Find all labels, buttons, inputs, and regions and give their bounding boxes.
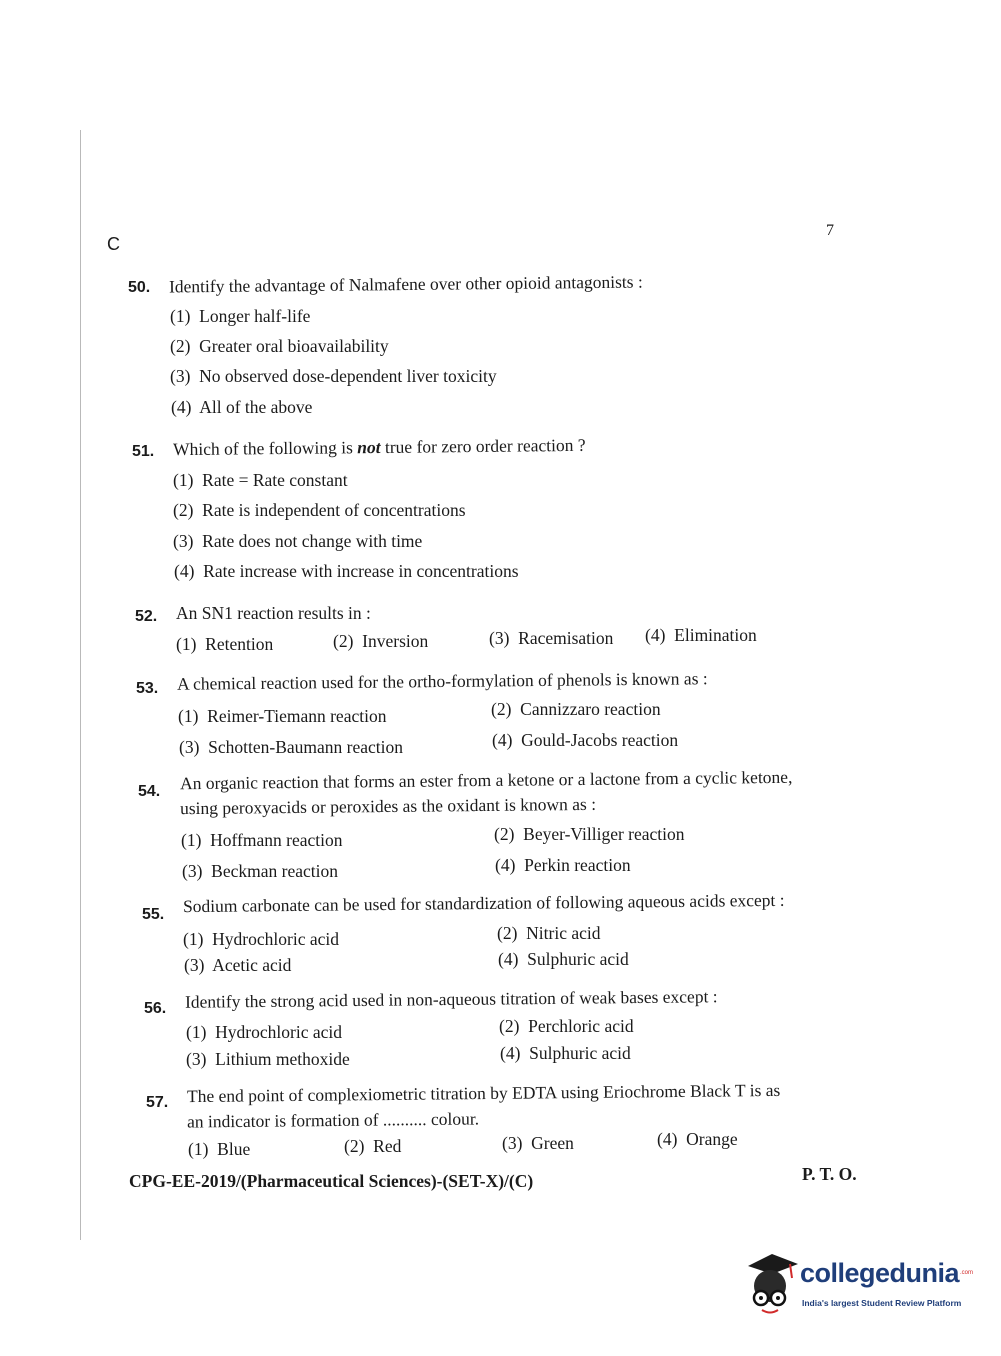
question-text: The end point of complexiometric titration by EDTA using Eriochrome Black T is as: [186, 1079, 781, 1107]
option-4: (4) Perkin reaction: [495, 855, 631, 875]
option-4: (4) Orange: [657, 1129, 738, 1149]
option-2: (2) Cannizzaro reaction: [491, 699, 661, 719]
logo-wordmark: collegedunia: [800, 1258, 960, 1288]
question-number: 56.: [144, 1000, 167, 1017]
option-1: (1) Hydrochloric acid: [183, 929, 339, 949]
option-4: (4) Elimination: [645, 625, 757, 645]
option-1: (1) Hydrochloric acid: [186, 1022, 342, 1042]
option-1: (1) Blue: [188, 1139, 251, 1159]
option-3: (3) Beckman reaction: [182, 861, 338, 881]
question-text: Which of the following is not true for zero order reaction ?: [172, 434, 586, 460]
question-text: Identify the advantage of Nalmafene over other opioid antagonists :: [168, 271, 643, 297]
option-4: (4) All of the above: [171, 397, 313, 417]
option-2: (2) Rate is independent of concentrations: [173, 500, 466, 520]
option-3: (3) Acetic acid: [184, 955, 292, 975]
question-number: 52.: [135, 608, 158, 625]
question-number: 50.: [128, 279, 151, 296]
question-text: Sodium carbonate can be used for standardization of following aqueous acids except :: [182, 889, 785, 917]
mascot-icon: [742, 1252, 802, 1316]
option-4: (4) Sulphuric acid: [498, 949, 629, 969]
option-4: (4) Sulphuric acid: [500, 1043, 631, 1063]
question-text-line2: using peroxyacids or peroxides as the oxidant is known as :: [179, 793, 597, 819]
logo-domain: .com: [960, 1270, 974, 1276]
option-1: (1) Hoffmann reaction: [181, 830, 343, 850]
option-2: (2) Beyer-Villiger reaction: [494, 824, 685, 844]
option-4: (4) Rate increase with increase in concentrations: [174, 561, 519, 581]
question-number: 51.: [132, 443, 155, 460]
question-number: 55.: [142, 906, 165, 923]
option-4: (4) Gould-Jacobs reaction: [492, 730, 679, 750]
option-2: (2) Nitric acid: [497, 923, 601, 943]
option-2: (2) Inversion: [333, 631, 429, 651]
question-number: 54.: [138, 783, 161, 800]
option-3: (3) Lithium methoxide: [186, 1049, 350, 1069]
option-2: (2) Perchloric acid: [499, 1016, 634, 1036]
question-text: An SN1 reaction results in :: [176, 603, 371, 623]
logo-tagline: India's largest Student Review Platform: [802, 1298, 962, 1308]
option-2: (2) Greater oral bioavailability: [170, 336, 389, 356]
option-2: (2) Red: [344, 1136, 402, 1156]
option-1: (1) Reimer-Tiemann reaction: [178, 706, 387, 726]
option-3: (3) Green: [502, 1133, 574, 1153]
question-text: An organic reaction that forms an ester from a ketone or a lactone from a cyclic ketone,: [179, 766, 793, 794]
option-3: (3) Schotten-Baumann reaction: [179, 737, 404, 757]
option-3: (3) Rate does not change with time: [173, 531, 423, 551]
option-3: (3) No observed dose-dependent liver toxicity: [170, 366, 497, 386]
question-text: A chemical reaction used for the ortho-formylation of phenols is known as :: [176, 668, 708, 694]
option-1: (1) Retention: [176, 634, 274, 654]
question-text: Identify the strong acid used in non-aqueous titration of weak bases except :: [184, 986, 718, 1012]
option-1: (1) Longer half-life: [170, 306, 311, 326]
question-text-line2: an indicator is formation of .......... colour.: [186, 1108, 480, 1132]
paper-code: CPG-EE-2019/(Pharmaceutical Sciences)-(SET-X)/(C): [129, 1171, 534, 1191]
question-number: 57.: [146, 1094, 169, 1111]
page-number: 7: [826, 222, 834, 239]
option-1: (1) Rate = Rate constant: [173, 470, 348, 490]
margin-line: [80, 130, 81, 1240]
option-3: (3) Racemisation: [489, 628, 614, 648]
set-code: C: [107, 234, 120, 254]
pto-label: P. T. O.: [802, 1164, 857, 1184]
collegedunia-logo[interactable]: [742, 1252, 972, 1316]
question-number: 53.: [136, 680, 159, 697]
